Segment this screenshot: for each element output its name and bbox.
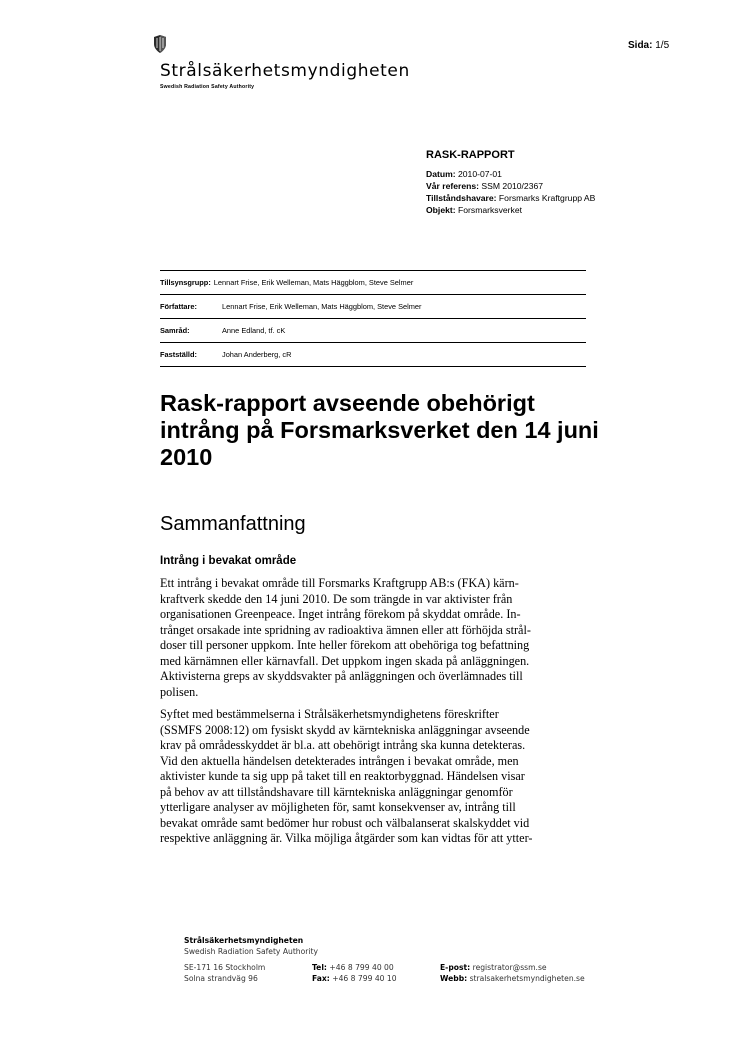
- document-title: Rask-rapport avseende obehörigt intrång på Forsmarksverket den 14 juni 2010: [160, 390, 599, 470]
- meta-label: Datum:: [426, 169, 456, 179]
- footer-contact-row: [184, 962, 585, 973]
- page-number: [628, 40, 669, 51]
- meta-label: Vår referens:: [426, 181, 480, 191]
- report-meta-block: [426, 149, 595, 216]
- roles-table: [160, 270, 586, 367]
- email-value: registrator@ssm.se: [472, 963, 547, 972]
- footer-address-line: SE-171 16 Stockholm: [184, 963, 266, 972]
- footer-website: [440, 973, 585, 984]
- footer-phone: [312, 962, 440, 973]
- role-value: Anne Edland, tf. cK: [222, 326, 286, 335]
- footer-fax: [312, 973, 440, 984]
- report-type: RASK-RAPPORT: [426, 149, 515, 161]
- role-value: Lennart Frise, Erik Welleman, Mats Häggblom, Steve Selmer: [213, 278, 414, 287]
- page-number-value: 1/5: [655, 40, 670, 51]
- phone-label: Tel:: [312, 963, 327, 972]
- role-value: Johan Anderberg, cR: [222, 350, 292, 359]
- role-label: Fastställd:: [160, 350, 197, 359]
- web-value: stralsakerhetsmyndigheten.se: [469, 974, 585, 983]
- role-row: [160, 318, 586, 342]
- email-label: E-post:: [440, 963, 471, 972]
- meta-label: Tillståndshavare:: [426, 193, 497, 203]
- meta-value: Forsmarksverket: [458, 205, 522, 215]
- report-meta-row: [426, 204, 595, 216]
- section-heading: Sammanfattning: [160, 513, 306, 535]
- report-meta-row: [426, 168, 595, 180]
- body-text: [160, 576, 615, 854]
- paragraph: Ett intrång i bevakat område till Forsmarks Kraftgrupp AB:s (FKA) kärn- kraftverk skedde den 14 juni 2010. De som trängde in var aktivister från organisationen Greenpeace. Inget intrång förekom på skyddat område. In- trånget orsakade inte spridning av radioaktiva ämnen eller att förhöjda strål- doser till personer uppkom. Inte heller förekom att obehöriga tog befattning med kärnämnen eller kärnavfall. Det uppkom ingen skada på anläggningen. Aktivisterna greps av skyddsvakter på anläggningen och överlämnades till polisen.: [160, 576, 531, 699]
- subsection-heading: Intrång i bevakat område: [160, 555, 297, 567]
- fax-value: +46 8 799 40 10: [332, 974, 397, 983]
- footer-contact-row: [184, 973, 585, 984]
- organization-name: Strålsäkerhetsmyndigheten: [160, 61, 410, 81]
- role-row: [160, 294, 586, 318]
- meta-value: Forsmarks Kraftgrupp AB: [498, 193, 596, 203]
- meta-value: 2010-07-01: [458, 169, 502, 179]
- footer-org-name-english: Swedish Radiation Safety Authority: [184, 947, 318, 956]
- role-row: [160, 342, 586, 367]
- role-row: [160, 270, 586, 294]
- meta-value: SSM 2010/2367: [481, 181, 544, 191]
- report-meta-row: [426, 180, 595, 192]
- shield-icon: [153, 35, 167, 53]
- footer-email: [440, 962, 547, 973]
- report-meta-row: [426, 192, 595, 204]
- footer-org-name: Strålsäkerhetsmyndigheten: [184, 936, 304, 945]
- page-number-label: Sida:: [628, 40, 653, 51]
- role-value: Lennart Frise, Erik Welleman, Mats Häggblom, Steve Selmer: [222, 302, 422, 311]
- role-label: Samråd:: [160, 326, 190, 335]
- footer-address-line: Solna strandväg 96: [184, 974, 258, 983]
- page-footer: [184, 935, 585, 984]
- role-label: Författare:: [160, 302, 197, 311]
- phone-value: +46 8 799 40 00: [329, 963, 394, 972]
- meta-label: Objekt:: [426, 205, 456, 215]
- web-label: Webb:: [440, 974, 468, 983]
- role-label: Tillsynsgrupp:: [160, 278, 211, 287]
- organization-name-english: Swedish Radiation Safety Authority: [160, 84, 255, 90]
- paragraph: Syftet med bestämmelserna i Strålsäkerhetsmyndighetens föreskrifter (SSMFS 2008:12) om fysiskt skydd av kärntekniska anläggningar avseende krav på områdesskyddet är bl.a. att obehörigt intrång ska kunna detekteras. Vid den aktuella händelsen detekterades intrången i bevakat område, men aktivister kunde ta sig upp på taket till en reaktorbyggnad. Händelsen visar på behov av att tillståndshavare till kärntekniska anläggningar genomför ytterligare analyser av möjligheten för, samt konsekvenser av, intrång till bevakat område samt bedömer hur robust och välbalanserat skalskyddet vid respektive anläggning är. Vilka möjliga åtgärder som kan vidtas för att ytter-: [160, 707, 533, 845]
- fax-label: Fax:: [312, 974, 330, 983]
